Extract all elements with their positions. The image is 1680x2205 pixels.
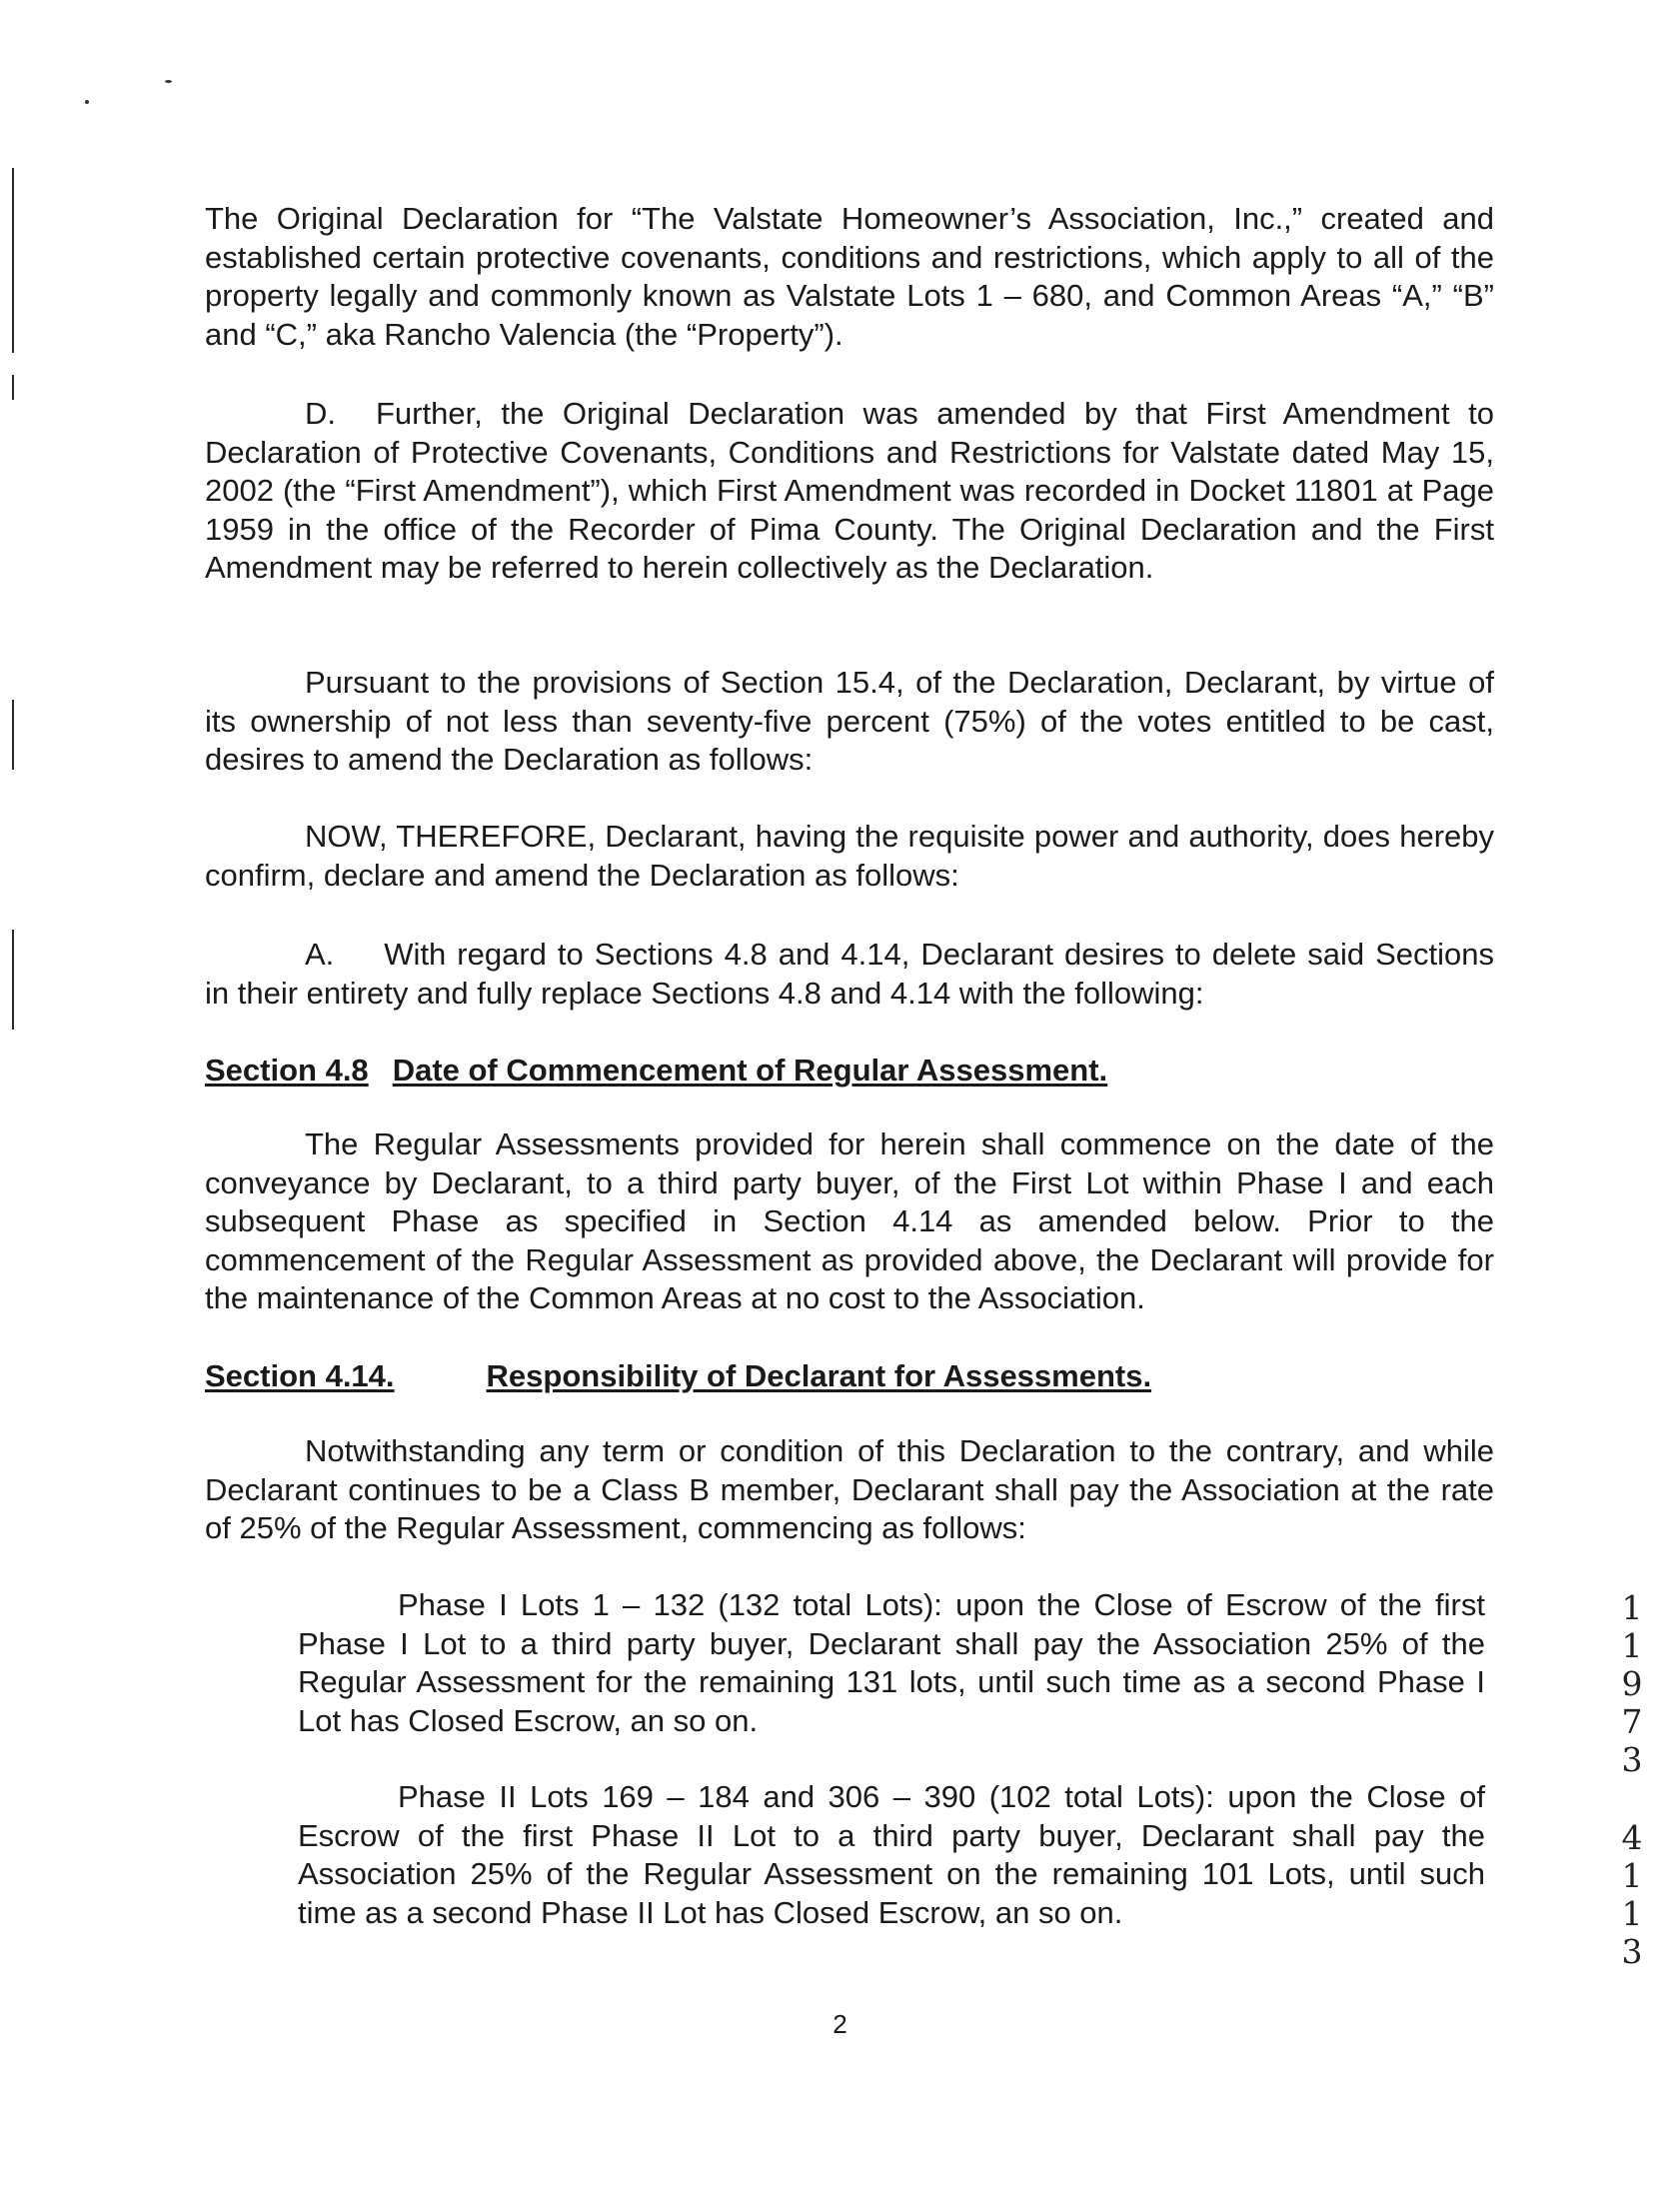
stamp-digit: 9 <box>1621 1664 1643 1703</box>
margin-mark <box>12 375 14 400</box>
stamp-digit: 1 <box>1621 1626 1643 1665</box>
now-therefore-paragraph: NOW, THEREFORE, Declarant, having the requisite power and authority, does hereby confirm, declare and amend the Declaration as follows: <box>205 819 1494 893</box>
section-4-14-title: Responsibility of Declarant for Assessments. <box>486 1358 1152 1393</box>
stamp-digit: 3 <box>1621 1932 1643 1971</box>
margin-mark <box>12 168 14 353</box>
page-number: 2 <box>833 2009 847 2039</box>
stamp-digit: 4 <box>1621 1818 1643 1857</box>
paragraph-a-text: With regard to Sections 4.8 and 4.14, Declarant desires to delete said Sections in their entirety and fully replace Sections 4.8 and 4.14 with the following: <box>205 937 1494 1011</box>
section-4-14-body: Notwithstanding any term or condition of this Declaration to the contrary, and while Declarant continues to be a Class B member, Declarant shall pay the Association at the rate of 25% of the Regular Assessment, commencing as follows: <box>205 1433 1494 1545</box>
margin-mark <box>12 930 14 1030</box>
paragraph-a <box>205 936 1494 1013</box>
section-4-8-title: Date of Commencement of Regular Assessment. <box>392 1053 1108 1088</box>
pursuant-paragraph: Pursuant to the provisions of Section 15.4, of the Declaration, Declarant, by virtue of its ownership of not less than seventy-five percent (75%) of the votes entitled to be cast, desires to amend the Declaration as follows: <box>205 665 1494 777</box>
paragraph-d-label: D. <box>305 396 336 431</box>
stamp-digit: 1 <box>1621 1894 1643 1933</box>
paragraph-a-label: A. <box>305 937 335 972</box>
scan-speck <box>85 100 89 104</box>
section-4-8-body: The Regular Assessments provided for herein shall commence on the date of the conveyance by Declarant, to a third party buyer, of the First Lot within Phase I and each subsequent Phase as specified in Section 4.14 as amended below. Prior to the commencement of the Regular Assessment as provided above, the Declarant will provide for the maintenance of the Common Areas at no cost to the Association. <box>205 1126 1494 1315</box>
stamp-digit: 3 <box>1621 1740 1643 1779</box>
stamp-gap <box>1617 1779 1647 1819</box>
section-4-8-number: Section 4.8 <box>205 1053 369 1088</box>
stamp-digit: 1 <box>1621 1856 1643 1895</box>
scan-speck <box>165 80 172 83</box>
intro-paragraph: The Original Declaration for “The Valstate Homeowner’s Association, Inc.,” created and established certain protective covenants, conditions and restrictions, which apply to all of the property legally and commonly known as Valstate Lots 1 – 680, and Common Areas “A,” “B” and “C,” aka Rancho Valencia (the “Property”). <box>205 201 1494 352</box>
section-4-14-number: Section 4.14. <box>205 1358 395 1393</box>
stamp-digit: 1 <box>1621 1588 1643 1627</box>
phase-2-paragraph: Phase II Lots 169 – 184 and 306 – 390 (102 total Lots): upon the Close of Escrow of the first Phase II Lot to a third party buyer, Declarant shall pay the Association 25% of the Regular Assessment on the remaining 101 Lots, until such time as a second Phase II Lot has Closed Escrow, an so on. <box>298 1779 1485 1930</box>
section-4-8-heading <box>205 1052 1107 1090</box>
phase-1-paragraph: Phase I Lots 1 – 132 (132 total Lots): upon the Close of Escrow of the first Phase I Lot to a third party buyer, Declarant shall pay the Association 25% of the Regular Assessment for the remaining 131 lots, until such time as a second Phase I Lot has Closed Escrow, an so on. <box>298 1587 1485 1738</box>
margin-mark <box>12 700 14 770</box>
paragraph-d <box>205 395 1494 588</box>
stamp-digit: 7 <box>1621 1702 1643 1741</box>
section-4-14-heading <box>205 1357 1151 1395</box>
paragraph-d-text: Further, the Original Declaration was amended by that First Amendment to Declaration of Protective Covenants, Conditions and Restrictions for Valstate dated May 15, 2002 (the “First Amendment”), which First Amendment was recorded in Docket 11801 at Page 1959 in the office of the Recorder of Pima County. The Original Declaration and the First Amendment may be referred to herein collectively as the Declaration. <box>205 396 1494 585</box>
recording-stamp <box>1617 1589 1647 1971</box>
